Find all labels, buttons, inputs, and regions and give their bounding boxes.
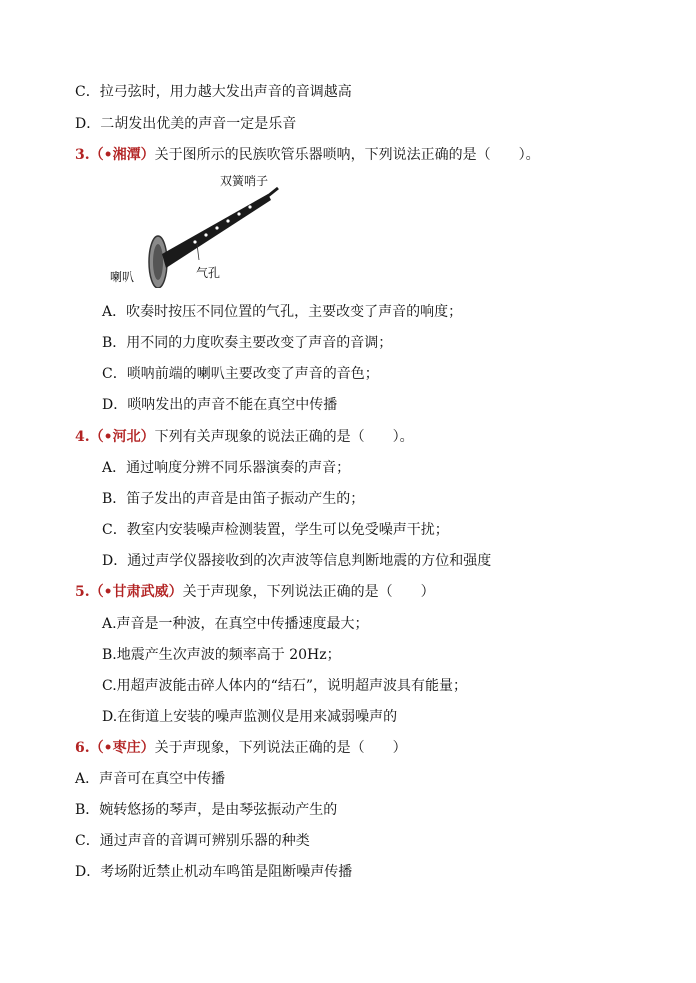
q4-option-a: A．通过响度分辨不同乐器演奏的声音； — [102, 460, 351, 476]
q5-option-a: A.声音是一种波，在真空中传播速度最大； — [102, 616, 369, 632]
q6-source: （•枣庄） — [89, 740, 155, 756]
q5-number: 5. — [75, 584, 90, 600]
hole-label: 气孔 — [196, 266, 221, 280]
q3-option-b: B．用不同的力度吹奏主要改变了声音的音调； — [102, 335, 393, 351]
q6-option-d: D．考场附近禁止机动车鸣笛是阻断噪声传播 — [75, 864, 353, 880]
q4-stem — [75, 427, 414, 447]
reed-label: 双簧哨子 — [220, 174, 269, 188]
q6-stem-text: 关于声现象，下列说法正确的是（ ） — [154, 740, 407, 756]
q2-option-c: C．拉弓弦时，用力越大发出声音的音调越高 — [75, 84, 352, 100]
q4-source: （•河北） — [89, 429, 155, 445]
q6-option-a: A．声音可在真空中传播 — [75, 771, 226, 787]
q5-option-c: C.用超声波能击碎人体内的“结石”，说明超声波具有能量； — [102, 678, 467, 694]
q6-stem — [75, 738, 407, 758]
suona-figure — [100, 168, 290, 288]
q3-stem — [75, 145, 540, 165]
q3-option-d: D．唢呐发出的声音不能在真空中传播 — [102, 397, 338, 413]
q5-option-d: D.在街道上安装的噪声监测仪是用来减弱噪声的 — [102, 709, 398, 725]
q5-stem-text: 关于声现象，下列说法正确的是（ ） — [182, 584, 435, 600]
q6-option-b: B．婉转悠扬的琴声，是由琴弦振动产生的 — [75, 802, 338, 818]
q5-option-b: B.地震产生次声波的频率高于 20Hz； — [102, 647, 341, 663]
q3-stem-text: 关于图所示的民族吹管乐器唢呐，下列说法正确的是（ ）。 — [154, 147, 540, 163]
q4-option-d: D．通过声学仪器接收到的次声波等信息判断地震的方位和强度 — [102, 553, 492, 569]
q5-stem — [75, 582, 435, 602]
q6-option-c: C．通过声音的音调可辨别乐器的种类 — [75, 833, 310, 849]
q3-option-a: A．吹奏时按压不同位置的气孔，主要改变了声音的响度； — [102, 304, 463, 320]
q5-source: （•甘肃武威） — [89, 584, 183, 600]
bell-label: 喇叭 — [110, 270, 135, 284]
q2-option-d: D．二胡发出优美的声音一定是乐音 — [75, 116, 297, 132]
q4-option-b: B．笛子发出的声音是由笛子振动产生的； — [102, 491, 365, 507]
q4-stem-text: 下列有关声现象的说法正确的是（ ）。 — [154, 429, 414, 445]
q4-option-c: C．教室内安装噪声检测装置，学生可以免受噪声干扰； — [102, 522, 449, 538]
q3-source: （•湘潭） — [89, 147, 155, 163]
q4-number: 4. — [75, 429, 90, 445]
q3-number: 3. — [75, 147, 90, 163]
q3-option-c: C．唢呐前端的喇叭主要改变了声音的音色； — [102, 366, 379, 382]
q6-number: 6. — [75, 740, 90, 756]
